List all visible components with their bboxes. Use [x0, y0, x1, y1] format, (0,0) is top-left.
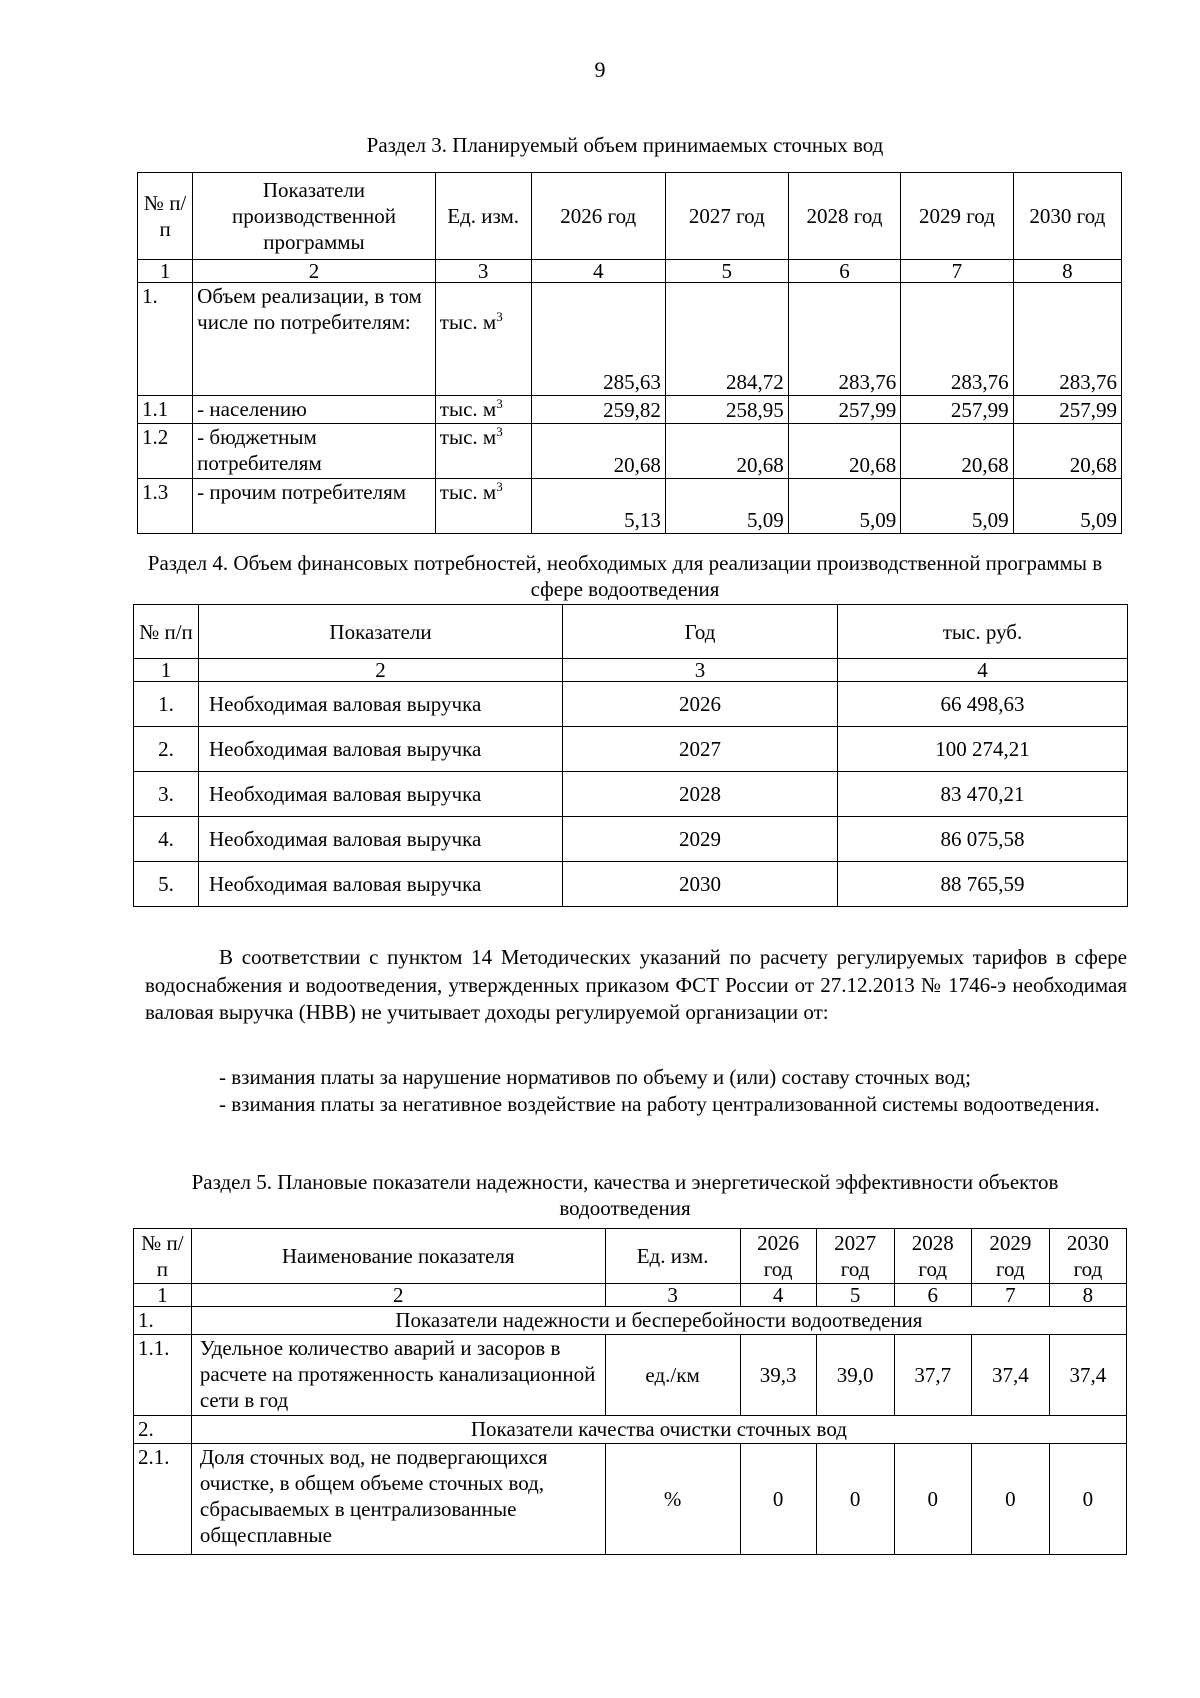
value-cell: 66 498,63	[838, 682, 1128, 727]
unit-cell	[435, 479, 531, 534]
column-number: 7	[901, 260, 1013, 283]
unit-cell	[435, 424, 531, 479]
table-row	[134, 772, 1128, 817]
value-cell: 283,76	[901, 283, 1013, 396]
unit-cell	[435, 283, 531, 396]
header-cell: 2026 год	[531, 173, 665, 260]
row-name: Удельное количество аварий и засоров в расчете на протяженность канализационной сети в год	[191, 1335, 605, 1416]
header-cell: 2027 год	[816, 1229, 894, 1284]
row-number: 1.2	[138, 424, 193, 479]
header-cell: 2028 год	[894, 1229, 971, 1284]
header-cell: Показатели производственной программы	[193, 173, 436, 260]
table-header-row	[134, 605, 1128, 659]
section3-table	[137, 172, 1122, 534]
year-cell: 2027	[563, 727, 838, 772]
row-name: Объем реализации, в том числе по потребителям:	[193, 283, 436, 396]
value-cell: 20,68	[901, 424, 1013, 479]
unit-superscript: 3	[496, 309, 503, 324]
group-title: Показатели качества очистки сточных вод	[191, 1416, 1126, 1444]
row-number: 2.1.	[134, 1444, 192, 1555]
value-cell: 20,68	[788, 424, 900, 479]
table-row	[138, 424, 1122, 479]
header-cell: № п/п	[134, 1229, 192, 1284]
section-group-row	[134, 1416, 1127, 1444]
value-cell: 100 274,21	[838, 727, 1128, 772]
column-number: 7	[971, 1284, 1049, 1307]
column-number: 4	[740, 1284, 816, 1307]
column-number: 2	[199, 659, 563, 682]
table-row	[138, 283, 1122, 396]
value-cell: 5,09	[1013, 479, 1121, 534]
column-number: 2	[193, 260, 436, 283]
table-header-row	[134, 1229, 1127, 1284]
group-number: 1.	[134, 1307, 192, 1335]
value-cell: 283,76	[1013, 283, 1121, 396]
column-number: 3	[435, 260, 531, 283]
value-cell: 5,09	[901, 479, 1013, 534]
table-row	[138, 479, 1122, 534]
unit-text: тыс. м	[439, 397, 497, 421]
value-cell: 283,76	[788, 283, 900, 396]
header-cell: № п/п	[138, 173, 193, 260]
column-number: 5	[816, 1284, 894, 1307]
row-name: Необходимая валовая выручка	[199, 682, 563, 727]
unit-text: тыс. м	[439, 425, 497, 449]
value-cell: 257,99	[1013, 396, 1121, 424]
row-name: - населению	[193, 396, 436, 424]
table-header-row	[138, 173, 1122, 260]
value-cell: 88 765,59	[838, 862, 1128, 907]
value-cell: 285,63	[531, 283, 665, 396]
section5-title: Раздел 5. Плановые показатели надежности, качества и энергетической эффективности объектов водоотведения	[191, 1170, 1059, 1220]
body-paragraph: В соответствии с пунктом 14 Методических указаний по расчету регулируемых тарифов в сфере водоснабжения и водоотведения, утвержденных приказом ФСТ России от 27.12.2013 № 1746-э необходимая валовая выручка (НВВ) не учитывает доходы регулируемой организации от:	[145, 945, 1127, 1024]
value-cell: 259,82	[531, 396, 665, 424]
row-number: 2.	[134, 727, 199, 772]
list-item: - взимания платы за нарушение нормативов по объему и (или) составу сточных вод;	[219, 1065, 971, 1089]
value-cell: 0	[740, 1444, 816, 1555]
value-cell: 86 075,58	[838, 817, 1128, 862]
group-number: 2.	[134, 1416, 192, 1444]
value-cell: 20,68	[531, 424, 665, 479]
unit-text: тыс. м	[439, 480, 497, 504]
column-number: 1	[134, 659, 199, 682]
row-number: 1.3	[138, 479, 193, 534]
value-cell: 39,3	[740, 1335, 816, 1416]
section4-title: Раздел 4. Объем финансовых потребностей, необходимых для реализации производственной программы в сфере водоотведения	[147, 551, 1103, 601]
list-item: - взимания платы за негативное воздействие на работу централизованной системы водоотведения.	[219, 1092, 1100, 1116]
unit-superscript: 3	[496, 424, 503, 439]
column-number: 8	[1049, 1284, 1126, 1307]
value-cell: 37,4	[971, 1335, 1049, 1416]
header-cell: Наименование показателя	[191, 1229, 605, 1284]
column-number: 6	[788, 260, 900, 283]
header-cell: 2028 год	[788, 173, 900, 260]
section3-title: Раздел 3. Планируемый объем принимаемых сточных вод	[366, 133, 884, 157]
value-cell: 83 470,21	[838, 772, 1128, 817]
section5-table	[133, 1228, 1127, 1555]
value-cell: 257,99	[788, 396, 900, 424]
header-cell: 2029 год	[901, 173, 1013, 260]
year-cell: 2026	[563, 682, 838, 727]
row-name: - бюджетным потребителям	[193, 424, 436, 479]
row-name: Доля сточных вод, не подвергающихся очистке, в общем объеме сточных вод, сбрасываемых в централизованные общесплавные	[191, 1444, 605, 1555]
value-cell: 5,13	[531, 479, 665, 534]
unit-cell: %	[605, 1444, 740, 1555]
column-number: 4	[838, 659, 1128, 682]
header-cell: 2027 год	[665, 173, 788, 260]
group-title: Показатели надежности и бесперебойности водоотведения	[191, 1307, 1126, 1335]
year-cell: 2028	[563, 772, 838, 817]
value-cell: 5,09	[788, 479, 900, 534]
column-number: 1	[134, 1284, 192, 1307]
unit-superscript: 3	[496, 396, 503, 411]
value-cell: 5,09	[665, 479, 788, 534]
row-number: 1.1.	[134, 1335, 192, 1416]
unit-cell	[435, 396, 531, 424]
header-cell: Ед. изм.	[435, 173, 531, 260]
row-number: 1.	[134, 682, 199, 727]
year-cell: 2029	[563, 817, 838, 862]
value-cell: 257,99	[901, 396, 1013, 424]
row-number: 1.	[138, 283, 193, 396]
value-cell: 0	[1049, 1444, 1126, 1555]
row-name: Необходимая валовая выручка	[199, 772, 563, 817]
value-cell: 20,68	[665, 424, 788, 479]
header-cell: тыс. руб.	[838, 605, 1128, 659]
column-number: 3	[605, 1284, 740, 1307]
section-group-row	[134, 1307, 1127, 1335]
unit-cell: ед./км	[605, 1335, 740, 1416]
value-cell: 37,4	[1049, 1335, 1126, 1416]
year-cell: 2030	[563, 862, 838, 907]
table-row	[134, 1335, 1127, 1416]
header-cell: Ед. изм.	[605, 1229, 740, 1284]
table-row	[134, 862, 1128, 907]
page-number: 9	[594, 57, 606, 82]
table-row	[134, 727, 1128, 772]
column-number: 1	[138, 260, 193, 283]
value-cell: 0	[971, 1444, 1049, 1555]
row-name: Необходимая валовая выручка	[199, 727, 563, 772]
header-cell: 2030 год	[1049, 1229, 1126, 1284]
table-row	[138, 396, 1122, 424]
column-number-row	[138, 260, 1122, 283]
value-cell: 284,72	[665, 283, 788, 396]
header-cell: Год	[563, 605, 838, 659]
value-cell: 20,68	[1013, 424, 1121, 479]
table-row	[134, 682, 1128, 727]
header-cell: 2026 год	[740, 1229, 816, 1284]
value-cell: 39,0	[816, 1335, 894, 1416]
column-number: 3	[563, 659, 838, 682]
unit-superscript: 3	[496, 479, 503, 494]
value-cell: 0	[816, 1444, 894, 1555]
row-name: Необходимая валовая выручка	[199, 817, 563, 862]
header-cell: 2030 год	[1013, 173, 1121, 260]
column-number-row	[134, 659, 1128, 682]
value-cell: 0	[894, 1444, 971, 1555]
column-number: 4	[531, 260, 665, 283]
header-cell: Показатели	[199, 605, 563, 659]
row-name: - прочим потребителям	[193, 479, 436, 534]
column-number: 2	[191, 1284, 605, 1307]
row-name: Необходимая валовая выручка	[199, 862, 563, 907]
table-row	[134, 817, 1128, 862]
column-number: 8	[1013, 260, 1121, 283]
row-number: 1.1	[138, 396, 193, 424]
row-number: 3.	[134, 772, 199, 817]
table-row	[134, 1444, 1127, 1555]
value-cell: 258,95	[665, 396, 788, 424]
row-number: 4.	[134, 817, 199, 862]
section4-table	[133, 604, 1128, 907]
header-cell: № п/п	[134, 605, 199, 659]
unit-text: тыс. м	[439, 310, 497, 334]
header-cell: 2029 год	[971, 1229, 1049, 1284]
row-number: 5.	[134, 862, 199, 907]
column-number: 5	[665, 260, 788, 283]
column-number-row	[134, 1284, 1127, 1307]
column-number: 6	[894, 1284, 971, 1307]
value-cell: 37,7	[894, 1335, 971, 1416]
